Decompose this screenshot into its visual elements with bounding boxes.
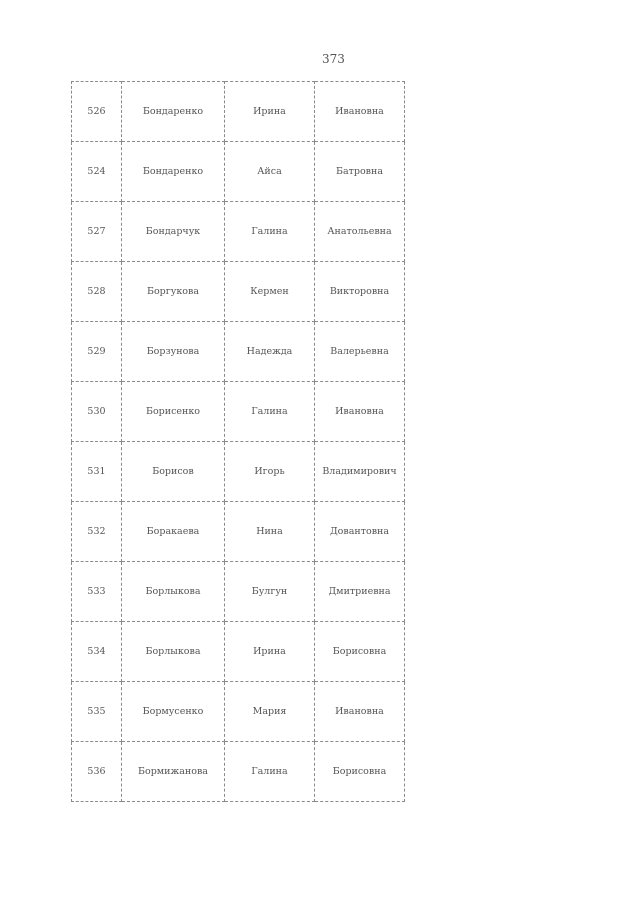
last-name-cell: Бондарчук <box>122 202 225 262</box>
patronymic-cell: Батровна <box>315 142 405 202</box>
first-name-cell: Ирина <box>225 622 315 682</box>
last-name-cell: Борлыкова <box>122 562 225 622</box>
row-number-cell: 524 <box>72 142 122 202</box>
table-row <box>72 382 405 442</box>
patronymic-cell: Владимирович <box>315 442 405 502</box>
patronymic-cell: Викторовна <box>315 262 405 322</box>
first-name-cell: Галина <box>225 382 315 442</box>
table-row <box>72 742 405 802</box>
patronymic-cell: Ивановна <box>315 82 405 142</box>
table-row <box>72 202 405 262</box>
row-number-cell: 531 <box>72 442 122 502</box>
first-name-cell: Галина <box>225 202 315 262</box>
patronymic-cell: Валерьевна <box>315 322 405 382</box>
table-row <box>72 622 405 682</box>
first-name-cell: Кермен <box>225 262 315 322</box>
table-row <box>72 502 405 562</box>
last-name-cell: Бормусенко <box>122 682 225 742</box>
last-name-cell: Боракаева <box>122 502 225 562</box>
first-name-cell: Ирина <box>225 82 315 142</box>
last-name-cell: Бондаренко <box>122 82 225 142</box>
row-number-cell: 533 <box>72 562 122 622</box>
row-number-cell: 534 <box>72 622 122 682</box>
last-name-cell: Борлыкова <box>122 622 225 682</box>
table-row <box>72 562 405 622</box>
first-name-cell: Игорь <box>225 442 315 502</box>
row-number-cell: 527 <box>72 202 122 262</box>
last-name-cell: Борисенко <box>122 382 225 442</box>
patronymic-cell: Ивановна <box>315 682 405 742</box>
row-number-cell: 528 <box>72 262 122 322</box>
last-name-cell: Бондаренко <box>122 142 225 202</box>
first-name-cell: Айса <box>225 142 315 202</box>
first-name-cell: Булгун <box>225 562 315 622</box>
table-body <box>72 82 405 802</box>
patronymic-cell: Анатольевна <box>315 202 405 262</box>
patronymic-cell: Довантовна <box>315 502 405 562</box>
row-number-cell: 532 <box>72 502 122 562</box>
row-number-cell: 536 <box>72 742 122 802</box>
table-row <box>72 82 405 142</box>
row-number-cell: 526 <box>72 82 122 142</box>
first-name-cell: Надежда <box>225 322 315 382</box>
first-name-cell: Мария <box>225 682 315 742</box>
last-name-cell: Борисов <box>122 442 225 502</box>
table-row <box>72 262 405 322</box>
patronymic-cell: Дмитриевна <box>315 562 405 622</box>
table-row <box>72 142 405 202</box>
first-name-cell: Галина <box>225 742 315 802</box>
patronymic-cell: Ивановна <box>315 382 405 442</box>
last-name-cell: Боргукова <box>122 262 225 322</box>
table-row <box>72 442 405 502</box>
row-number-cell: 530 <box>72 382 122 442</box>
page-number: 373 <box>322 52 345 66</box>
row-number-cell: 529 <box>72 322 122 382</box>
table-row <box>72 322 405 382</box>
patronymic-cell: Борисовна <box>315 622 405 682</box>
row-number-cell: 535 <box>72 682 122 742</box>
names-table <box>71 81 404 802</box>
table-row <box>72 682 405 742</box>
patronymic-cell: Борисовна <box>315 742 405 802</box>
last-name-cell: Бормижанова <box>122 742 225 802</box>
first-name-cell: Нина <box>225 502 315 562</box>
last-name-cell: Борзунова <box>122 322 225 382</box>
